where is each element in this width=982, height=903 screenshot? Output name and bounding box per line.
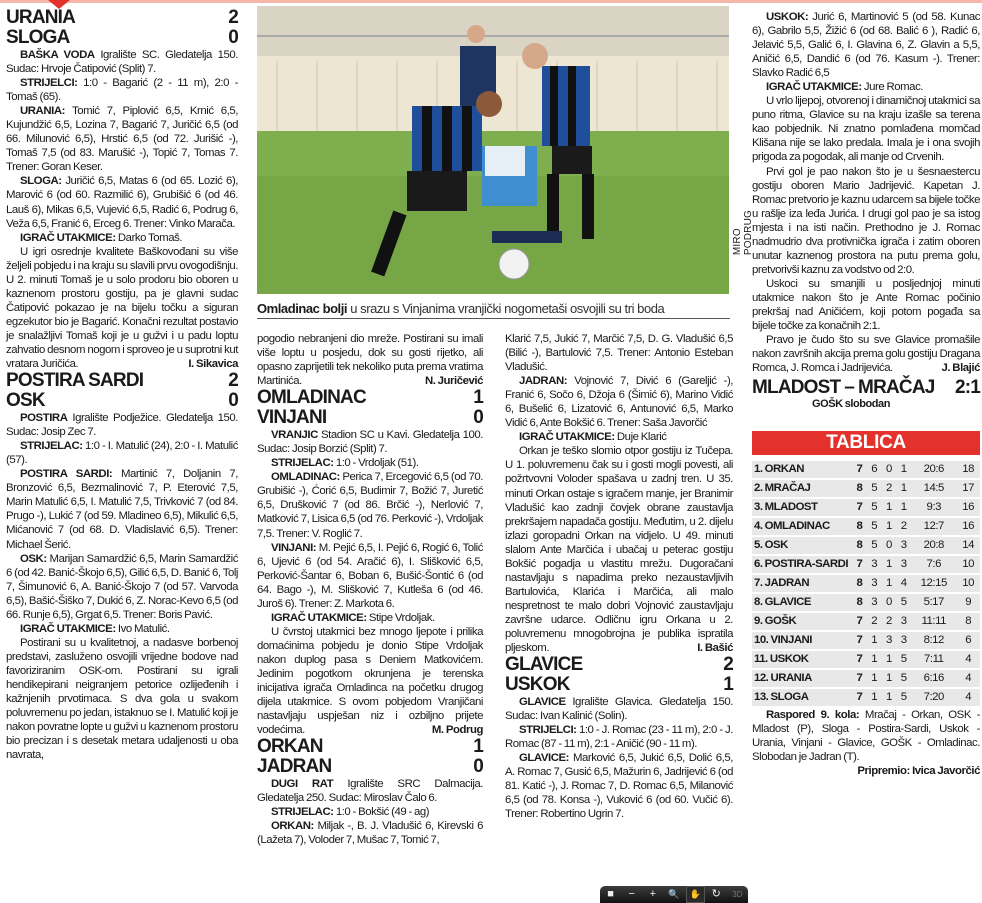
- away-score: 0: [228, 27, 238, 48]
- man-of-match: IGRAČ UTAKMICE: Darko Tomaš.: [20, 231, 183, 244]
- home-score: 2: [723, 654, 733, 676]
- venue: BAŠKA VODA Igralište SC. Gledatelja 150. Sudac: Hrvoje Čatipović (Split) 7.: [6, 49, 238, 76]
- scorers: STRIJELCI: 1:0 - Bagarić (2 - 11 m), 2:0 - Tomaš (65).: [6, 77, 238, 104]
- team-name: 6. POSTIRA-SARDI: [752, 556, 852, 573]
- points: 17: [956, 480, 980, 497]
- column-3: [505, 332, 733, 822]
- standings-row: [752, 461, 980, 478]
- losses: 3: [896, 613, 911, 630]
- points: 14: [956, 537, 980, 554]
- score-row-away: [6, 28, 238, 48]
- team-name: 9. GOŠK: [752, 613, 852, 630]
- match-report: U igri osrednje kvalitete Baškovođani su više željeli pobjedu i na kraju su slavili prvu ovogodišnju. U 2. minuti Tomaš je u solo prodoru bio oboren u kaznenom prostoru gostiju, pa je glavni sudac Čatipović pokazao je na bijelu točku a siguran egzekutor bio je Bagarić. Konačni rezultat postavio je snalažljivi Tomaš koji je u gužvi i u padu loptu zahvatio desnom nogom i sproveo je u suprotni kut vratara Juričića. I. Sikavica: [6, 245, 238, 371]
- played: 8: [852, 537, 867, 554]
- losses: 3: [896, 632, 911, 649]
- wins: 2: [867, 613, 882, 630]
- losses: 1: [896, 499, 911, 516]
- man-of-match: IGRAČ UTAKMICE: Jure Romac.: [766, 81, 924, 94]
- standings-row: [752, 670, 980, 687]
- points: 10: [956, 556, 980, 573]
- goal-diff: 5:17: [911, 594, 956, 611]
- goal-diff: 7:11: [911, 651, 956, 668]
- team-name: 2. MRAČAJ: [752, 480, 852, 497]
- football-players-photo: [257, 6, 729, 294]
- away-team: SLOGA: [6, 27, 70, 48]
- caption-text: u srazu s Vinjanima vranjički nogometaši osvojili su tri boda: [350, 301, 665, 316]
- wins: 5: [867, 518, 882, 535]
- score-row-away: [257, 408, 483, 428]
- points: 10: [956, 575, 980, 592]
- standings-row: [752, 689, 980, 706]
- home-lineup: URANIA: Tomić 7, Piplović 6,5, Krnić 6,5, Kujundžić 6,5, Lozina 7, Bagarić 7, Juričić 6,5 (od 66. Milunović 6,5), Hrstić 6,5 (od 72. Jurišić -), Tomaš 7,5 (od 83. Marušić -), Topić 7, Tomas 7. Trener: Goran Keser.: [6, 105, 238, 174]
- photo-caption: [257, 300, 730, 319]
- away-lineup: USKOK: Jurić 6, Martinović 5 (od 58. Kunac 6), Gabrilo 5,5, Žižić 6 (od 68. Balić 6 ), Radić 6, Jelavić 5,5, Galić 6, I. Glavina 6, Z. Glavin a 5,5, Aničić 6,5, Dandić 6 (od 76. Kasum -). Trener: Slavko Radić 6,5: [752, 11, 980, 80]
- match-photo: [257, 6, 729, 294]
- goal-diff: 12:15: [911, 575, 956, 592]
- goal-diff: 20:8: [911, 537, 956, 554]
- photo-credit: MIRO PODRUG: [732, 210, 754, 256]
- wins: 1: [867, 670, 882, 687]
- points: 9: [956, 594, 980, 611]
- standings-row: [752, 537, 980, 554]
- standings-row: [752, 613, 980, 630]
- author: N. Juričević: [424, 375, 483, 388]
- match-report-continued: pogodio nebranjeni dio mreže. Postirani su imali više loptu u posjedu, dok su gosti rijetko, ali opasno zaprijetili tek nekoliko puta prema vratima Martinića. N. Juričević: [257, 333, 483, 388]
- author: I. Bašić: [697, 642, 733, 655]
- losses: 5: [896, 689, 911, 706]
- scorers: STRIJELAC: 1:0 - Bokšić (49 - ag): [271, 806, 430, 819]
- points: 8: [956, 613, 980, 630]
- team-name: 7. JADRAN: [752, 575, 852, 592]
- draws: 1: [882, 575, 897, 592]
- team-name: 3. MLADOST: [752, 499, 852, 516]
- points: 16: [956, 499, 980, 516]
- losses: 5: [896, 594, 911, 611]
- away-team: OSK: [6, 390, 45, 412]
- points: 6: [956, 632, 980, 649]
- score-row-home: [257, 737, 483, 757]
- wins: 1: [867, 651, 882, 668]
- away-score: 0: [473, 407, 483, 429]
- home-lineup: POSTIRA SARDI: Martinić 7, Doljanin 7, Bronzović 6,5, Bezmalinović 7, P. Eterović 7,5, Marin Matulić 6,5, I. Matulić 7,5, Trivković 7 (od 84. Prugo -), Lukić 7 (od 59. Mladineo 6,5), Mikulić 6,5, Mićanović 7 (od 68. D. Vladislavić 6,5). Trener: Michael Šerić.: [6, 468, 238, 551]
- points: 4: [956, 670, 980, 687]
- wins: 3: [867, 556, 882, 573]
- venue: VRANJIC Stadion SC u Kavi. Gledatelja 100. Sudac: Josip Borzić (Split) 7.: [257, 429, 483, 456]
- standings-row: [752, 632, 980, 649]
- score-row-away: [505, 675, 733, 695]
- draws: 0: [882, 461, 897, 478]
- losses: 5: [896, 670, 911, 687]
- away-lineup: JADRAN: Vojnović 7, Divić 6 (Gareljić -), Franić 6, Sočo 6, Džoja 6 (Šimić 6), Marino Vidić 6, Bušelić 6, Lizatović 6, Antunović 6,5, Marko Vidić 6, Ante Bokšić 6. Trener: Saša Javorčić: [505, 375, 733, 430]
- score-row-home: [6, 8, 238, 28]
- played: 7: [852, 461, 867, 478]
- goal-diff: 7:6: [911, 556, 956, 573]
- search-icon[interactable]: 🔍: [668, 889, 680, 899]
- hand-pan-icon[interactable]: ✋: [686, 886, 705, 903]
- author: I. Sikavica: [188, 358, 238, 371]
- played: 8: [852, 518, 867, 535]
- losses: 1: [896, 480, 911, 497]
- match-report: Pravo je čudo što su sve Glavice promašile nakon završnih akcija prema golu gostiju Dragana Romca, J. Romca i Jadrijevića. J. Blajić: [752, 334, 980, 375]
- goal-diff: 9:3: [911, 499, 956, 516]
- column-1: [6, 8, 238, 762]
- team-name: 8. GLAVICE: [752, 594, 852, 611]
- wins: 3: [867, 575, 882, 592]
- points: 18: [956, 461, 980, 478]
- away-lineup: OSK: Marijan Samardžić 6,5, Marin Samardžić 6 (od 42. Banić-Škojo 6,5), Gilić 6,5, D. Banić 6, Tolj 7, Šimunović 6, A. Banić-Škojo 7 (od 57. Varvoda 6,5), Bašić-Šiško 7, Dukić 6, Z. Norac-Kevo 6,5 (od 66. Runje 6,5), Grgat 6,5. Trener: Boris Pavić.: [6, 552, 239, 621]
- losses: 4: [896, 575, 911, 592]
- top-rule: [0, 0, 982, 3]
- played: 7: [852, 632, 867, 649]
- home-team: POSTIRA SARDI: [6, 370, 144, 392]
- standings-row: [752, 518, 980, 535]
- home-lineup-continued: Klarić 7,5, Jukić 7, Marčić 7,5, D. G. Vladušić 6,5 (Bilić -), Bartulović 7,5. Trener: Antonio Esteban Vladušić.: [505, 333, 733, 374]
- rotate-icon[interactable]: ↻: [711, 888, 721, 900]
- score-row-away: [257, 757, 483, 777]
- score-row-home: [505, 655, 733, 675]
- match-report: U čvrstoj utakmici bez mnogo ljepote i prilika domaćinima pobjedu je donio Stipe Vrdoljak nakon duplog pasa s Deniem Matkovićem. Jedinim pogotkom okrunjena je terenska inicijativa igrača Omladinca na početku drugog dijela utakmice. S ovom pobjedom Vranjičani nastavljaju uspješan niz i ozbiljno prijete vodećima. M. Podrug: [257, 625, 483, 737]
- match-report: Postirani su u kvalitetnoj, a nadasve borbenoj predstavi, zasluženo osvojili vrijedne bodove nad favoriziranim OSK-om. Postirani su igrali hendikepirani neigranjem petorice ozlijeđenih i kažnjenih prvotimaca. S dva gola u svakom poluvremenu po jedan, istaknuo se I. Matulić koji je nakon povratne lopte u gužvi u kaznenom prostoru bio precizan i s desetak metara udaljenosti u oba navrata,: [6, 636, 238, 762]
- home-lineup: GLAVICE: Marković 6,5, Jukić 6,5, Dolić 6,5, A. Romac 7, Gusić 6,5, Mažurin 6, Jadrijević 6 (od 81. Katić -), J. Romac 7, D. Romac 6,5, Milanović 6,5 (od 78. Konsa -), Vuković 6 (od 60. Vučić 6). Trener: Robertino Ugrin 7.: [505, 752, 733, 821]
- standings-row: [752, 499, 980, 516]
- wins: 5: [867, 499, 882, 516]
- away-score: 0: [473, 756, 483, 778]
- away-lineup: VINJANI: M. Pejić 6,5, I. Pejić 6, Rogić 6, Tolić 6, Ujević 6 (od 54. Aračić 6), I. Slišković 6,5, Perković-Šantar 6, Boban 6, Bušić-Šontić 6 (od 64. Bago -), M. Slišković 7, Kutleša 6 (od 46. Juroš 6). Trener: Z. Markota 6.: [257, 541, 483, 610]
- losses: 2: [896, 518, 911, 535]
- home-score: 2: [228, 370, 238, 392]
- away-team: VINJANI: [257, 407, 327, 429]
- man-of-match: IGRAČ UTAKMICE: Duje Klarić: [519, 431, 667, 444]
- standings-title: TABLICA: [752, 431, 980, 455]
- author: J. Blajić: [941, 362, 980, 375]
- man-of-match: IGRAČ UTAKMICE: Stipe Vrdoljak.: [271, 611, 435, 624]
- 3d-icon[interactable]: 3D: [732, 890, 743, 899]
- column-4: [752, 10, 980, 778]
- wins: 1: [867, 689, 882, 706]
- bye-note: GOŠK slobodan: [812, 398, 890, 411]
- wins: 5: [867, 480, 882, 497]
- away-team: JADRAN: [257, 756, 332, 778]
- match-report: Uskoci su smanjili u posljednjoj minuti utakmice nakon što je Ante Romac počinio prekršaj nad Aničićem, koji potom pogađa sa bijele točke za konačnih 2:1.: [752, 277, 980, 333]
- next-round-schedule: Raspored 9. kola: Mračaj - Orkan, OSK - Mladost (P), Sloga - Postira-Sardi, Uskok - Urania, Vinjani - Glavice, GOŠK - Omladinac. Slobodan je Jadran (T).: [752, 709, 980, 764]
- team-name: 11. USKOK: [752, 651, 852, 668]
- home-team: URANIA: [6, 7, 76, 28]
- venue: DUGI RAT Igralište SRC Dalmacija. Gledatelja 250. Sudac: Miroslav Čalo 6.: [257, 778, 484, 805]
- home-lineup: OMLADINAC: Perica 7, Ercegović 6,5 (od 70. Grubišić -), Ćorić 6,5, Budimir 7, Božić 7, Juretić 6,5, Drušković 7 (od 86. Brčić -), Nerlović 7, Matković 7, Lisica 6,5 (od 76. Perković -), Vrdoljak 7,5. Trener: V. Roglić 7.: [257, 471, 483, 540]
- author: M. Podrug: [431, 724, 483, 737]
- played: 7: [852, 651, 867, 668]
- venue: GLAVICE Igralište Glavica. Gledatelja 150. Sudac: Ivan Kalinić (Solin).: [505, 696, 733, 723]
- match-report: U vrlo lijepoj, otvorenoj i dinamičnoj utakmici sa puno ritma, Glavice su na kraju izašle sa terena kao pobjednik. Ni znatno pomlađena momčad Klišana nije se lako predala. Imala je i ona svojih prigoda za pogodak, ali manje od Crvenih.: [752, 95, 980, 164]
- team-name: 13. SLOGA: [752, 689, 852, 706]
- man-of-match: IGRAČ UTAKMICE: Ivo Matulić.: [20, 622, 170, 635]
- standings-row: [752, 651, 980, 668]
- wins: 6: [867, 461, 882, 478]
- draws: 1: [882, 689, 897, 706]
- losses: 1: [896, 461, 911, 478]
- standings-row: [752, 480, 980, 497]
- played: 7: [852, 670, 867, 687]
- team-name: 12. URANIA: [752, 670, 852, 687]
- score-row-away: [6, 391, 238, 411]
- home-team: ORKAN: [257, 736, 323, 758]
- standings-row: [752, 594, 980, 611]
- zoom-in-icon[interactable]: +: [649, 888, 657, 900]
- wins: 5: [867, 537, 882, 554]
- team-name: 10. VINJANI: [752, 632, 852, 649]
- column-2: [257, 332, 483, 847]
- draws: 1: [882, 670, 897, 687]
- draws: 1: [882, 499, 897, 516]
- team-name: 1. ORKAN: [752, 461, 852, 478]
- score-row-home: [6, 371, 238, 391]
- standings-row: [752, 556, 980, 573]
- wins: 1: [867, 632, 882, 649]
- caption-headline: Omladinac bolji: [257, 301, 348, 316]
- draws: 1: [882, 556, 897, 573]
- away-score: 1: [723, 674, 733, 696]
- played: 7: [852, 613, 867, 630]
- points: 4: [956, 651, 980, 668]
- match-score: 2:1: [954, 377, 980, 399]
- standings-table: [752, 459, 980, 708]
- mladost-mracaj-result: [752, 377, 980, 398]
- played: 7: [852, 689, 867, 706]
- match-title: MLADOST – MRAČAJ: [752, 377, 935, 399]
- team-name: 4. OMLADINAC: [752, 518, 852, 535]
- score-row-home: [257, 388, 483, 408]
- losses: 5: [896, 651, 911, 668]
- losses: 3: [896, 556, 911, 573]
- away-team: USKOK: [505, 674, 570, 696]
- points: 16: [956, 518, 980, 535]
- goal-diff: 20:6: [911, 461, 956, 478]
- prepared-by: Pripremio: Ivica Javorčić: [857, 765, 980, 778]
- draws: 0: [882, 537, 897, 554]
- played: 7: [852, 499, 867, 516]
- goal-diff: 14:5: [911, 480, 956, 497]
- wins: 3: [867, 594, 882, 611]
- goal-diff: 11:11: [911, 613, 956, 630]
- standings-row: [752, 575, 980, 592]
- draws: 0: [882, 594, 897, 611]
- goal-diff: 7:20: [911, 689, 956, 706]
- team-name: 5. OSK: [752, 537, 852, 554]
- stop-icon[interactable]: ■: [607, 888, 614, 900]
- home-lineup: ORKAN: Miljak -, B. J. Vladušić 6, Kirevski 6 (Lažeta 7), Voloder 7, Mušac 7, Tomić 7,: [257, 820, 483, 847]
- goal-diff: 8:12: [911, 632, 956, 649]
- draws: 3: [882, 632, 897, 649]
- home-score: 1: [473, 736, 483, 758]
- home-score: 2: [228, 7, 238, 28]
- match-report: Prvi gol je pao nakon što je u šesnaestercu gostiju oboren Mario Jadrijević. Kapetan J. Romac pretvorio je kaznu udarcem sa bijele točke u rašlje iza leđa Jurića. I drugi gol pao je sa istog mjesta i na isti način. Prethodno je J. Romac nadmudrio dva protivnička igrača i zatim oboren unutar kaznenog prostora na putu prema golu, pretvorivši kaznu za vodstvo od 2:0.: [752, 165, 980, 276]
- played: 8: [852, 480, 867, 497]
- played: 8: [852, 594, 867, 611]
- scorers: STRIJELAC: 1:0 - Vrdoljak (51).: [271, 457, 419, 470]
- goal-diff: 6:16: [911, 670, 956, 687]
- losses: 3: [896, 537, 911, 554]
- away-lineup: SLOGA: Juričić 6,5, Matas 6 (od 65. Lozić 6), Marović 6 (od 60. Razmilić 6), Grubišić 6 (od 46. Lauš 6), Mikas 6,5, Vujević 6,5, Radić 6, Podrug 6, Veža 6,5, Franić 6, Erceg 6. Trener: Vinko Marača.: [6, 175, 238, 230]
- goal-diff: 12:7: [911, 518, 956, 535]
- home-team: GLAVICE: [505, 654, 583, 676]
- played: 7: [852, 556, 867, 573]
- match-report: Orkan je teško slomio otpor gostiju iz Tučepa. U 1. poluvremenu čak su i gosti mogli povesti, ali požrtvovni Voloder spašava u zadnj tren. U 35. minuti Orkan ostaje s igračem manje, jer Branimir Vladušić kao zadnji čovjek obrane zaustavlja prekršajem napadača gostiju. Međutim, u 2. dijelu izlazi goropadni Orkan na vidjelo. U 49. minuti slalom Ante Marčića i ubačaj u peterac gostiju Bokšić pogadja u vlastitu mrežu. Dugoračani nastavljaju s napadima preko nezaustavljivih Bartulovića, Klarića i Marčića, ali malo nespretnost te malo dobri Vojnović zaustavljaju završne udarce. Odličnu igru Orkana u 2. poluvremenu mnogobrojna je publika ispratila pljeskom. I. Bašić: [505, 445, 733, 655]
- home-score: 1: [473, 387, 483, 409]
- draws: 1: [882, 651, 897, 668]
- points: 4: [956, 689, 980, 706]
- zoom-out-icon[interactable]: −: [628, 888, 635, 900]
- draws: 2: [882, 480, 897, 497]
- played: 8: [852, 575, 867, 592]
- draws: 2: [882, 613, 897, 630]
- scorers: STRIJELAC: 1:0 - I. Matulić (24), 2:0 - I. Matulić (57).: [6, 440, 239, 467]
- home-team: OMLADINAC: [257, 387, 366, 409]
- draws: 1: [882, 518, 897, 535]
- viewer-toolbar: [600, 886, 748, 903]
- scorers: STRIJELCI: 1:0 - J. Romac (23 - 11 m), 2:0 - J. Romac (87 - 11 m), 2:1 - Aničić (90 - 11 m).: [505, 724, 733, 751]
- venue: POSTIRA Igralište Podježice. Gledatelja 150. Sudac: Josip Zec 7.: [6, 412, 238, 439]
- away-score: 0: [228, 390, 238, 412]
